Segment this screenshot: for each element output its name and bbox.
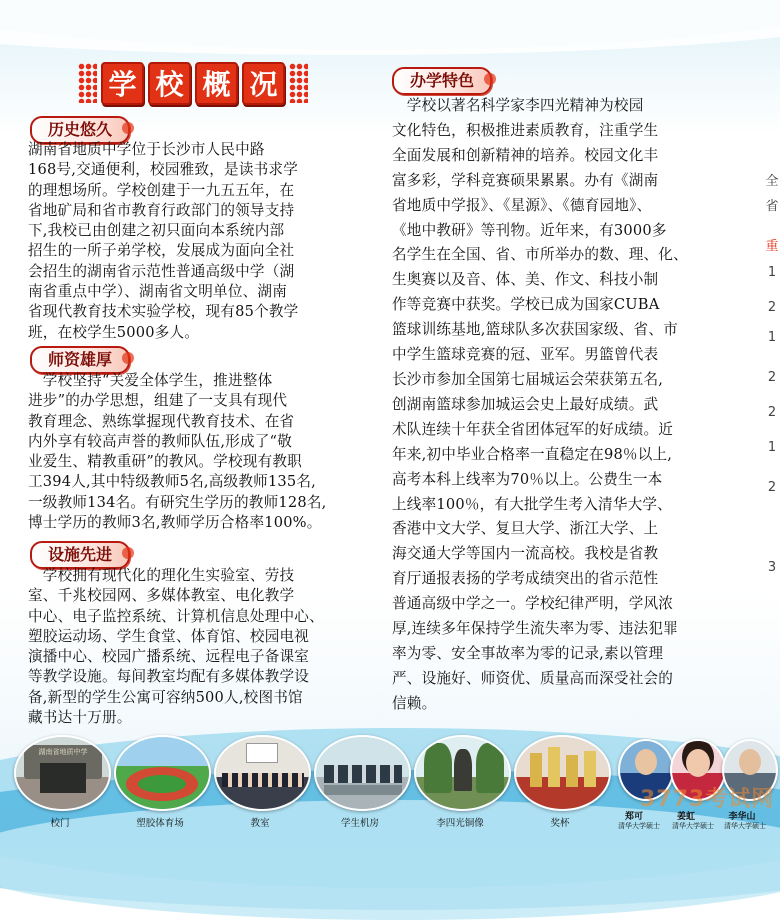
text-line: 会招生的湖南省示范性普通高级中学（湖 — [28, 262, 295, 280]
text-line: 篮球训练基地,篮球队多次获国家级、省、市 — [392, 321, 678, 339]
trophies-photo — [514, 735, 611, 811]
text-line: 内外享有较高声誉的教师队伍,形成了“敬 — [28, 432, 292, 450]
text-line: 中心、电子监控系统、计算机信息处理中心、 — [28, 607, 324, 625]
text-line: 海交通大学等国内一流高校。我校是省教 — [392, 545, 659, 563]
text-line: 创湖南篮球参加城运会史上最好成绩。武 — [392, 395, 659, 413]
edge-char: 2 — [767, 405, 777, 420]
features-paragraph — [392, 94, 747, 717]
computer-room-photo — [314, 735, 411, 811]
dot-pattern-right — [289, 63, 308, 103]
alumni-name: 郑可 — [624, 812, 643, 822]
text-line: 率为零、安全事故率为零的记录,素以管理 — [392, 644, 664, 662]
text-line: 湖南省地质中学位于长沙市人民中路 — [28, 141, 265, 158]
edge-char: 2 — [767, 300, 777, 315]
teachers-paragraph — [28, 371, 358, 533]
text-line: 招生的一所子弟学校，发展成为面向全社 — [28, 242, 295, 260]
school-gate-photo — [14, 735, 111, 811]
text-line: 备,新型的学生公寓可容纳500人,校图书馆 — [28, 688, 303, 706]
photo-caption: 塑胶体育场 — [136, 818, 184, 829]
text-line: 高考本科上线率为70％以上。公费生一本 — [392, 470, 663, 488]
text-line: 藏书达十万册。 — [28, 709, 132, 727]
alumni-note: 清华大学硕士 — [724, 822, 766, 830]
text-line: 省地矿局和省市教育行政部门的领导支持 — [28, 201, 295, 219]
text-line: 业爱生、精教重研”的教风。学校现有教职 — [28, 453, 302, 471]
photo-caption: 李四光铜像 — [436, 818, 484, 829]
text-line: 全面发展和创新精神的培养。校园文化丰 — [392, 146, 659, 164]
photo-caption: 学生机房 — [340, 818, 379, 829]
text-line: 168号,交通便利，校园雅致，是读书求学 — [28, 161, 298, 179]
teachers-heading: 师资雄厚 — [30, 346, 130, 374]
alumni-name: 姜虹 — [676, 812, 695, 822]
alumni-name: 李华山 — [728, 812, 756, 822]
text-line: 南省重点中学）、湖南省文明单位、湖南 — [28, 283, 287, 301]
text-line: 育厅通报表扬的学考成绩突出的省示范性 — [392, 570, 659, 588]
sports-field-photo — [114, 735, 211, 811]
photo-caption: 奖杯 — [550, 818, 570, 829]
edge-char: 2 — [767, 370, 777, 385]
text-line: 博士学历的教师3名,教师学历合格率100%。 — [28, 514, 322, 532]
text-line: 普通高级中学之一。学校纪律严明，学风浓 — [392, 595, 674, 613]
text-line: 长沙市参加全国第七届城运会荣获第五名, — [392, 370, 664, 388]
classroom-photo — [214, 735, 311, 811]
title-char: 学 — [101, 62, 144, 105]
text-line: 进步”的办学思想，组建了一支具有现代 — [28, 392, 288, 410]
text-line: 教育理念、熟练掌握现代教育技术、在省 — [28, 412, 295, 430]
edge-char: 1 — [767, 265, 777, 280]
text-line: 名学生在全国、省、市所举办的数、理、化、 — [392, 246, 688, 264]
page-title — [78, 58, 308, 108]
edge-char: 3 — [767, 560, 777, 575]
history-paragraph — [28, 140, 358, 343]
text-line: 信赖。 — [392, 694, 437, 712]
edge-char: 1 — [767, 330, 777, 345]
text-line: 《地中教研》等刊物。近年来，有3000多 — [392, 221, 667, 239]
statue-photo — [414, 735, 511, 811]
title-char: 校 — [148, 62, 191, 105]
text-line: 作等竞赛中获奖。学校已成为国家CUBA — [392, 296, 660, 314]
title-char: 况 — [242, 62, 285, 105]
photo-caption: 教室 — [250, 818, 270, 829]
text-line: 富多彩，学科竞赛硕果累累。办有《湖南 — [392, 171, 659, 189]
title-char: 概 — [195, 62, 238, 105]
features-heading: 办学特色 — [392, 67, 492, 95]
edge-char: 省 — [765, 199, 779, 214]
text-line: 演播中心、校园广播系统、远程电子备课室 — [28, 648, 310, 666]
facilities-heading: 设施先进 — [30, 541, 130, 569]
text-line: 学校坚持“关爱全体学生，推进整体 — [28, 372, 273, 389]
text-line: 室、千兆校园网、多媒体教室、电化教学 — [28, 587, 295, 605]
text-line: 文化特色，积极推进素质教育，注重学生 — [392, 121, 659, 139]
text-line: 工394人,其中特级教师5名,高级教师135名, — [28, 473, 317, 491]
text-line: 班，在校学生5000多人。 — [28, 323, 200, 341]
text-line: 一级教师134名。有研究生学历的教师128名, — [28, 493, 327, 511]
text-line: 严、设施好、师资优、质量高而深受社会的 — [392, 669, 674, 687]
dot-pattern-left — [78, 63, 97, 103]
text-line: 省现代教育技术实验学校，现有85个教学 — [28, 303, 299, 321]
facilities-paragraph — [28, 566, 358, 728]
text-line: 塑胶运动场、学生食堂、体育馆、校园电视 — [28, 627, 310, 645]
alumni-note: 清华大学硕士 — [618, 822, 660, 830]
text-line: 学校拥有现代化的理化生实验室、劳技 — [28, 567, 295, 584]
text-line: 术队连续十年获全省团体冠军的好成绩。近 — [392, 420, 674, 438]
text-line: 中学生篮球竞赛的冠、亚军。男篮曾代表 — [392, 346, 659, 364]
top-wave-highlight — [0, 0, 780, 55]
text-line: 上线率100％，有大批学生考入清华大学、 — [392, 495, 672, 513]
text-line: 厚,连续多年保持学生流失率为零、违法犯罪 — [392, 620, 678, 638]
gate-sign: 湖南省地质中学 — [38, 748, 88, 756]
text-line: 下,我校已由创建之初只面向本系统内部 — [28, 222, 285, 240]
edge-char: 2 — [767, 480, 777, 495]
edge-char: 重 — [765, 239, 779, 254]
text-line: 香港中文大学、复旦大学、浙江大学、上 — [392, 520, 659, 538]
text-line: 等教学设施。每间教室均配有多媒体教学设 — [28, 668, 310, 686]
photo-caption: 校门 — [50, 818, 70, 829]
history-heading: 历史悠久 — [30, 116, 130, 144]
text-line: 学校以著名科学家李四光精神为校园 — [392, 97, 644, 114]
watermark: 3773考试网 — [640, 787, 775, 812]
text-line: 年来,初中毕业合格率一直稳定在98％以上, — [392, 445, 673, 463]
edge-char: 全 — [765, 174, 779, 189]
edge-char: 1 — [767, 440, 777, 455]
text-line: 生奥赛以及音、体、美、作文、科技小制 — [392, 271, 659, 289]
alumni-note: 清华大学硕士 — [672, 822, 714, 830]
text-line: 省地质中学报》、《星源》、《德育园地》、 — [392, 196, 652, 214]
text-line: 的理想场所。学校创建于一九五五年，在 — [28, 181, 295, 199]
